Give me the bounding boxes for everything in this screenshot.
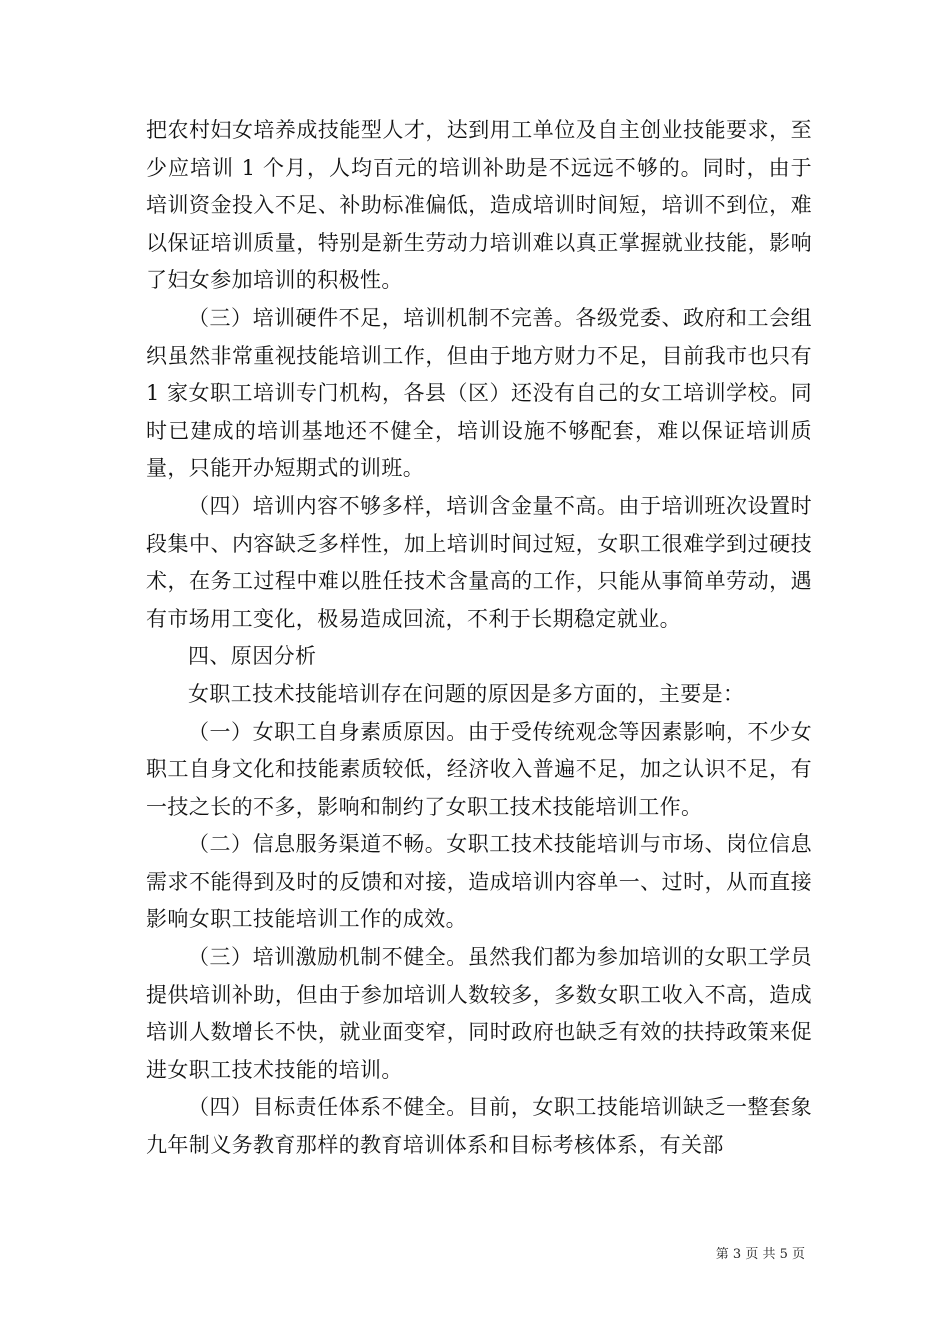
paragraph-hardware-shortage: （三）培训硬件不足，培训机制不完善。各级党委、政府和工会组织虽然非常重视技能培训工作，但由于地方财力不足，目前我市也只有 1 家女职工培训专门机构，各县（区）还没有自己的女工培训学校。同时已建成的培训基地还不健全，培训设施不够配套，难以保证培训质量，只能开办短期式的训班。 bbox=[146, 305, 812, 481]
paragraph-cause-incentive: （三）培训激励机制不健全。虽然我们都为参加培训的女职工学员提供培训补助，但由于参加培训人数较多，多数女职工收入不高，造成培训人数增长不快，就业面变窄，同时政府也缺乏有效的扶持政策来促进女职工技术技能的培训。 bbox=[146, 945, 812, 1082]
paragraph-cause-self-quality: （一）女职工自身素质原因。由于受传统观念等因素影响，不少女职工自身文化和技能素质较低，经济收入普遍不足，加之认识不足，有一技之长的不多，影响和制约了女职工技术技能培训工作。 bbox=[146, 719, 812, 819]
paragraph-cause-information: （二）信息服务渠道不畅。女职工技术技能培训与市场、岗位信息需求不能得到及时的反馈和对接，造成培训内容单一、过时，从而直接影响女职工技能培训工作的成效。 bbox=[146, 832, 812, 932]
section-heading-cause-analysis: 四、原因分析 bbox=[188, 644, 317, 669]
document-body bbox=[146, 112, 812, 1165]
paragraph-content-variety: （四）培训内容不够多样，培训含金量不高。由于培训班次设置时段集中、内容缺乏多样性，加上培训时间过短，女职工很难学到过硬技术，在务工过程中难以胜任技术含量高的工作，只能从事简单劳动，遇有市场用工变化，极易造成回流，不利于长期稳定就业。 bbox=[146, 493, 812, 631]
paragraph-intro-causes: 女职工技术技能培训存在问题的原因是多方面的，主要是： bbox=[188, 681, 745, 706]
paragraph-cause-responsibility: （四）目标责任体系不健全。目前，女职工技能培训缺乏一整套象九年制义务教育那样的教育培训体系和目标考核体系，有关部 bbox=[146, 1095, 812, 1158]
paragraph-continuation: 把农村妇女培养成技能型人才，达到用工单位及自主创业技能要求，至少应培训 1 个月，人均百元的培训补助是不远远不够的。同时，由于培训资金投入不足、补助标准偏低，造成培训时间短，培训不到位，难以保证培训质量，特别是新生劳动力培训难以真正掌握就业技能，影响了妇女参加培训的积极性。 bbox=[146, 118, 812, 293]
page-number: 第 3 页 共 5 页 bbox=[715, 1247, 805, 1262]
